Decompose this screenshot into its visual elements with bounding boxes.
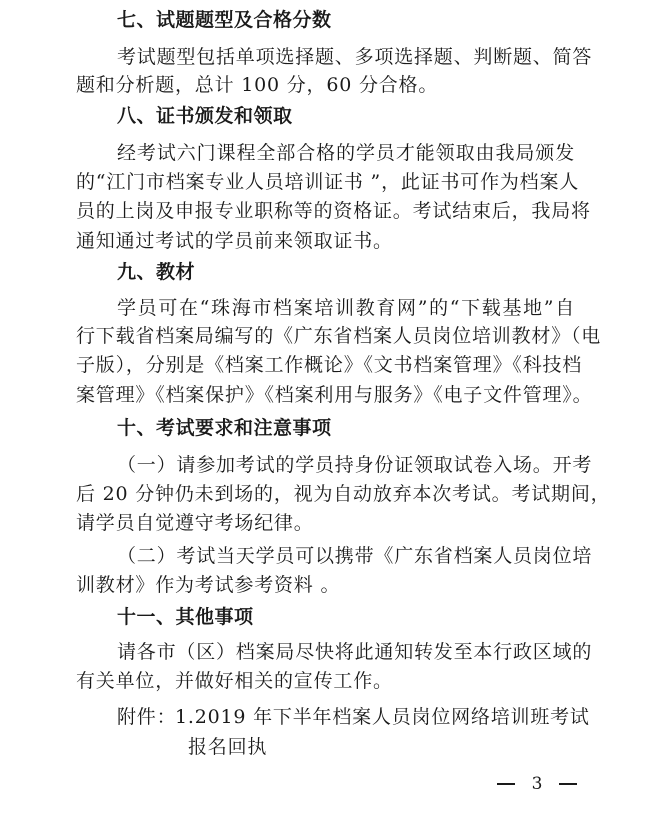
page-number [497, 772, 577, 796]
attachment-item-line-2: 报名回执 [188, 736, 268, 758]
page-number-left-dash [497, 783, 515, 785]
page-number-right-dash [559, 783, 577, 785]
section-10-line-2: 后 20 分钟仍未到场的，视为自动放弃本次考试。考试期间， [76, 483, 611, 505]
section-8-line-2: 的“江门市档案专业人员培训证书 ”，此证书可作为档案人 [76, 171, 580, 193]
section-10-heading: 十、考试要求和注意事项 [117, 417, 332, 439]
page-number-value: 3 [531, 774, 543, 794]
attachment-item-line-1: 1.2019 年下半年档案人员岗位网络培训班考试 [175, 706, 590, 728]
section-7-heading: 七、试题题型及合格分数 [117, 9, 332, 31]
section-9-line-3: 子版），分别是《档案工作概论》《文书档案管理》《科技档 [76, 354, 583, 376]
section-10-line-3: 请学员自觉遵守考场纪律。 [76, 512, 314, 534]
section-11-heading: 十一、其他事项 [117, 606, 254, 628]
section-9-line-1: 学员可在“珠海市档案培训教育网”的“下载基地”自 [117, 297, 575, 319]
section-10-line-1: （一）请参加考试的学员持身份证领取试卷入场。开考 [117, 454, 593, 476]
section-7-line-1: 考试题型包括单项选择题、多项选择题、判断题、简答 [117, 46, 593, 68]
section-10-line-5: 训教材》作为考试参考资料 。 [76, 574, 341, 596]
section-11-line-2: 有关单位，并做好相关的宣传工作。 [76, 670, 393, 692]
section-10-line-4: （二）考试当天学员可以携带《广东省档案人员岗位培 [117, 545, 593, 567]
section-8-line-4: 通知通过考试的学员前来领取证书。 [76, 230, 393, 252]
section-9-heading: 九、教材 [117, 261, 196, 283]
section-7-line-2: 题和分析题，总计 100 分，60 分合格。 [76, 74, 439, 96]
section-8-line-1: 经考试六门课程全部合格的学员才能领取由我局颁发 [117, 142, 575, 164]
attachment-label: 附件： [117, 706, 177, 728]
section-8-line-3: 员的上岗及申报专业职称等的资格证。考试结束后，我局将 [76, 200, 591, 222]
section-9-line-2: 行下载省档案局编写的《广东省档案人员岗位培训教材》（电 [76, 325, 602, 347]
section-11-line-1: 请各市（区）档案局尽快将此通知转发至本行政区域的 [117, 641, 593, 663]
section-9-line-4: 案管理》《档案保护》《档案利用与服务》《电子文件管理》。 [76, 384, 593, 406]
section-8-heading: 八、证书颁发和领取 [117, 105, 293, 127]
